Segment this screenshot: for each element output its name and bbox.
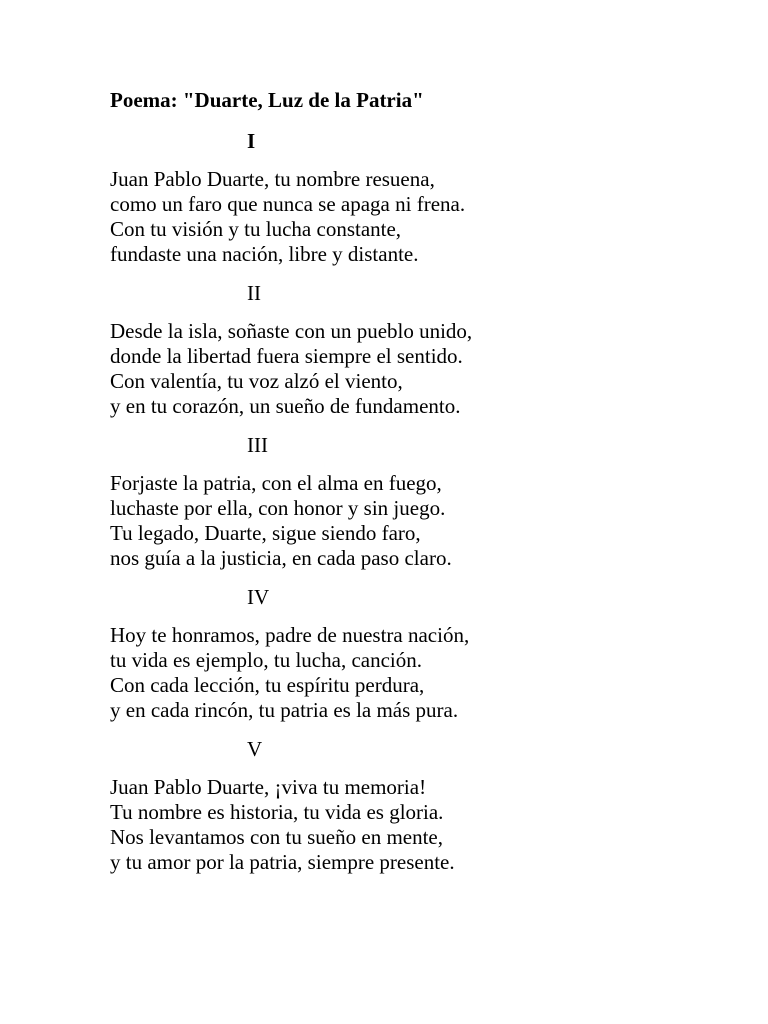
stanza-3: [110, 430, 710, 571]
stanza-lines: [110, 775, 710, 875]
stanza-numeral: III: [247, 433, 268, 457]
poem-line: y tu amor por la patria, siempre presente.: [110, 850, 455, 874]
poem-line: donde la libertad fuera siempre el sentido.: [110, 344, 463, 368]
stanza-2: [110, 278, 710, 419]
poem-line: Tu legado, Duarte, sigue siendo faro,: [110, 521, 421, 545]
stanza-numeral: V: [247, 737, 263, 761]
poem-line: fundaste una nación, libre y distante.: [110, 242, 419, 266]
poem-line: Con cada lección, tu espíritu perdura,: [110, 673, 425, 697]
poem-page: [110, 85, 710, 875]
stanza-lines: [110, 167, 710, 267]
poem-line: y en cada rincón, tu patria es la más pura.: [110, 698, 459, 722]
poem-line: Con valentía, tu voz alzó el viento,: [110, 369, 403, 393]
stanza-numeral: I: [247, 129, 256, 153]
stanza-5: [110, 734, 710, 875]
poem-line: y en tu corazón, un sueño de fundamento.: [110, 394, 461, 418]
poem-line: luchaste por ella, con honor y sin juego.: [110, 496, 446, 520]
stanza-1: [110, 126, 710, 267]
poem-line: como un faro que nunca se apaga ni frena.: [110, 192, 466, 216]
stanza-lines: [110, 623, 710, 723]
stanza-4: [110, 582, 710, 723]
stanza-lines: [110, 471, 710, 571]
poem-line: Con tu visión y tu lucha constante,: [110, 217, 402, 241]
poem-line: Juan Pablo Duarte, ¡viva tu memoria!: [110, 775, 427, 799]
poem-line: Juan Pablo Duarte, tu nombre resuena,: [110, 167, 435, 191]
stanza-lines: [110, 319, 710, 419]
poem-line: Tu nombre es historia, tu vida es gloria.: [110, 800, 444, 824]
poem-line: Desde la isla, soñaste con un pueblo unido,: [110, 319, 473, 343]
poem-line: tu vida es ejemplo, tu lucha, canción.: [110, 648, 422, 672]
poem-title: Poema: "Duarte, Luz de la Patria": [110, 88, 424, 112]
poem-line: nos guía a la justicia, en cada paso claro.: [110, 546, 452, 570]
poem-line: Hoy te honramos, padre de nuestra nación,: [110, 623, 470, 647]
poem-line: Forjaste la patria, con el alma en fuego,: [110, 471, 442, 495]
stanza-numeral: IV: [247, 585, 270, 609]
stanza-numeral: II: [247, 281, 261, 305]
poem-line: Nos levantamos con tu sueño en mente,: [110, 825, 444, 849]
